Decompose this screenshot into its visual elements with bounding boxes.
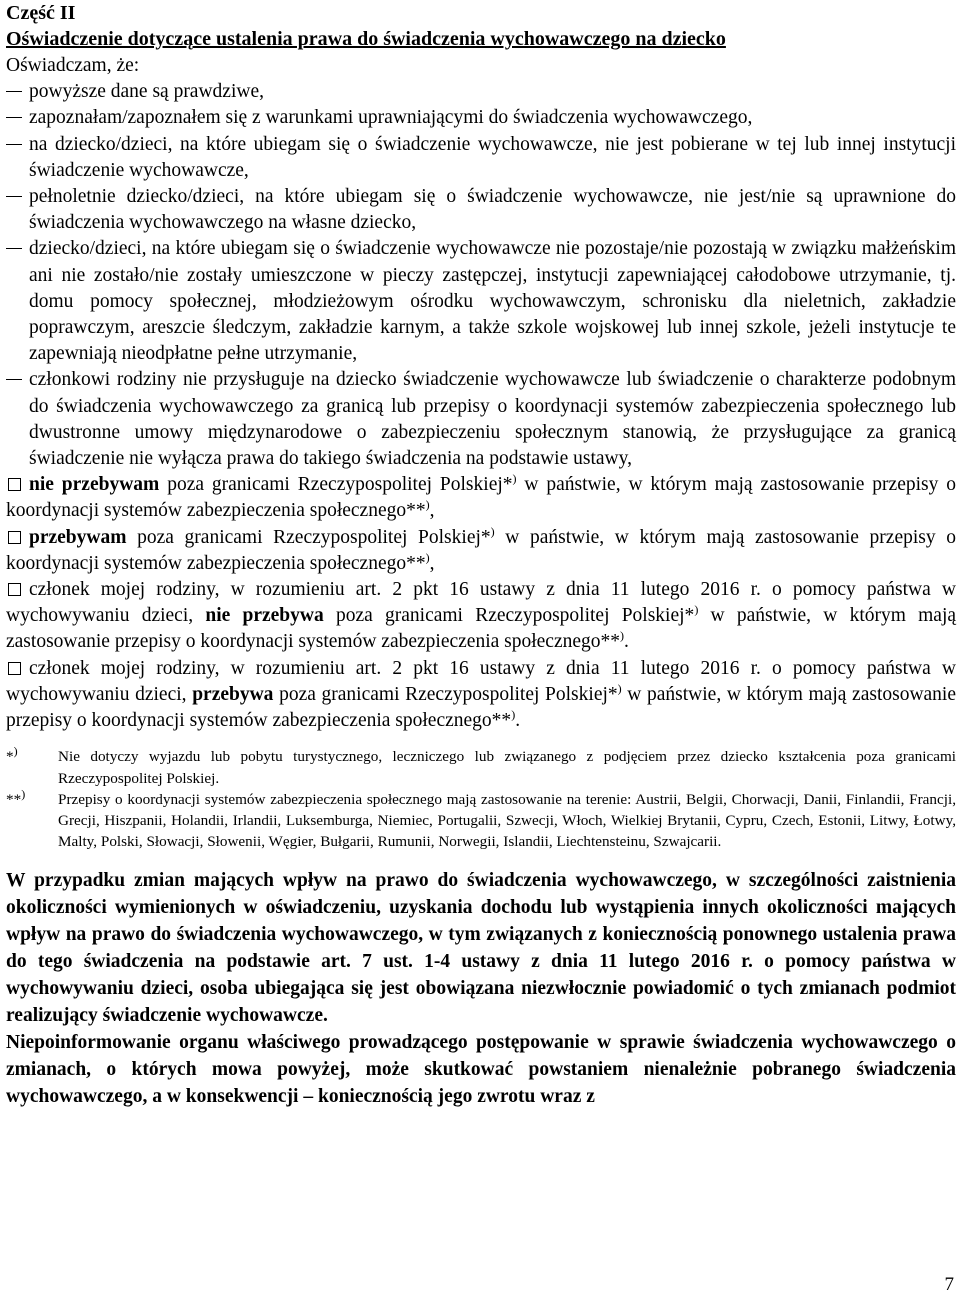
notice-paragraph: Niepoinformowanie organu właściwego prowadzącego postępowanie w sprawie świadczenia wychowawczego o zmianach, o których mowa powyżej, może skutkować powstaniem nienależnie pobranego świadczenia wychowawczego, a w konsekwencji – koniecznością jego zwrotu wraz z — [6, 1031, 956, 1107]
option-family-residing: członek mojej rodziny, w rozumieniu art. 2 pkt 16 ustawy z dnia 11 lutego 2016 r. o pomocy państwa w wychowywaniu dzieci, przebywa poza granicami Rzeczypospolitej Polskiej*) w państwie, w którym mają zastosowanie przepisy o koordynacji systemów zabezpieczenia społecznego**). — [6, 657, 957, 732]
dash-bullet — [6, 248, 22, 249]
part-heading: Część II — [6, 2, 76, 24]
dash-bullet — [6, 144, 22, 145]
list-item: dziecko/dzieci, na które ubiegam się o świadczenie wychowawcze nie pozostaje/nie pozostają w związku małżeńskim ani nie zostało/nie zostały umieszczone w pieczy zastępczej, instytucji zapewniającej całodobowe utrzymanie, tj. domu pomocy społecznej, młodzieżowym ośrodku wychowawczym, schronisku dla nieletnich, zakładzie poprawczym, areszcie śledczym, zakładzie karnym, a także szkole wojskowej lub innej szkole, jeżeli instytucje te zapewniają nieodpłatne pełne utrzymanie, — [6, 236, 956, 367]
option-residing: przebywam poza granicami Rzeczypospolitej Polskiej*) w państwie, w którym mają zastosowanie przepisy o koordynacji systemów zabezpieczenia społecznego**), — [6, 524, 956, 574]
list-item: powyższe dane są prawdziwe, — [6, 79, 956, 105]
footnote-mark: **) — [6, 786, 26, 808]
dash-bullet — [6, 91, 22, 92]
footnotes — [6, 746, 956, 852]
list-item: na dziecko/dzieci, na które ubiegam się o świadczenie wychowawcze, nie jest pobierane w tej lub innej instytucji świadczenie wychowawcze, — [6, 132, 956, 184]
declaration-title: Oświadczenie dotyczące ustalenia prawa do świadczenia wychowawczego na dziecko — [6, 28, 726, 50]
footnote: **) Przepisy o koordynacji systemów zabezpieczenia społecznego mają zastosowanie na terenie: Austrii, Belgii, Chorwacji, Danii, Finlandii, Francji, Grecji, Hiszpanii, Holandii, Irlandii, Luksemburga, Niemiec, Portugalii, Szwecji, Włoch, Wielkiej Brytanii, Cypru, Czech, Estonii, Litwy, Łotwy, Malty, Polski, Słowacji, Słowenii, Węgier, Bułgarii, Rumunii, Norwegii, Islandii, Liechtensteinu, Szwajcarii. — [6, 786, 956, 851]
checkbox[interactable] — [8, 583, 21, 596]
dash-bullet — [6, 196, 22, 197]
document-page — [6, 0, 956, 1110]
footnote-mark: *) — [6, 744, 18, 766]
list-item: pełnoletnie dziecko/dzieci, na które ubiegam się o świadczenie wychowawcze, nie jest/nie są uprawnione do świadczenia wychowawczego na własne dziecko, — [6, 184, 956, 236]
change-notice — [6, 867, 956, 1110]
residence-options — [6, 472, 956, 734]
footnote: *) Nie dotyczy wyjazdu lub pobytu turystycznego, leczniczego lub związanego z podjęciem przez dziecko kształcenia poza granicami Rzeczypospolitej Polskiej. — [6, 744, 956, 787]
checkbox[interactable] — [8, 662, 21, 675]
option-not-residing: nie przebywam poza granicami Rzeczypospolitej Polskiej*) w państwie, w którym mają zastosowanie przepisy o koordynacji systemów zabezpieczenia społecznego**), — [6, 471, 956, 522]
dash-bullet — [6, 379, 22, 380]
option-family-not-residing: członek mojej rodziny, w rozumieniu art. 2 pkt 16 ustawy z dnia 11 lutego 2016 r. o pomocy państwa w wychowywaniu dzieci, nie przebywa poza granicami Rzeczypospolitej Polskiej*) w państwie, w którym mają zastosowanie przepisy o koordynacji systemów zabezpieczenia społecznego**). — [6, 579, 957, 653]
checkbox[interactable] — [8, 531, 21, 544]
dash-bullet — [6, 117, 22, 118]
page-number: 7 — [944, 1273, 954, 1295]
notice-paragraph: W przypadku zmian mających wpływ na prawo do świadczenia wychowawczego, w szczególności zaistnienia okoliczności wymienionych w oświadczeniu, uzyskania dochodu lub wystąpienia innych okoliczności mających wpływ na prawo do świadczenia wychowawczego, w tym związanych z koniecznością ponownego ustalenia prawa do tego świadczenia na podstawie art. 7 ust. 1-4 ustawy z dnia 11 lutego 2016 r. o pomocy państwa w wychowywaniu dzieci, osoba ubiegająca się jest obowiązana niezwłocznie powiadomić o tych zmianach podmiot realizujący świadczenie wychowawcze. — [6, 869, 956, 1026]
list-item: członkowi rodziny nie przysługuje na dziecko świadczenie wychowawcze lub świadczenie o charakterze podobnym do świadczenia wychowawczego za granicą lub przepisy o koordynacji systemów zabezpieczenia społecznego lub dwustronne umowy międzynarodowe o zabezpieczeniu społecznym stanowią, że przysługujące za granicą świadczenie nie wyłącza prawa do takiego świadczenia na podstawie ustawy, — [6, 367, 956, 472]
list-item: zapoznałam/zapoznałem się z warunkami uprawniającymi do świadczenia wychowawczego, — [6, 105, 956, 131]
checkbox[interactable] — [8, 478, 21, 491]
declaration-intro: Oświadczam, że: — [6, 55, 140, 76]
declaration-list — [6, 79, 956, 472]
